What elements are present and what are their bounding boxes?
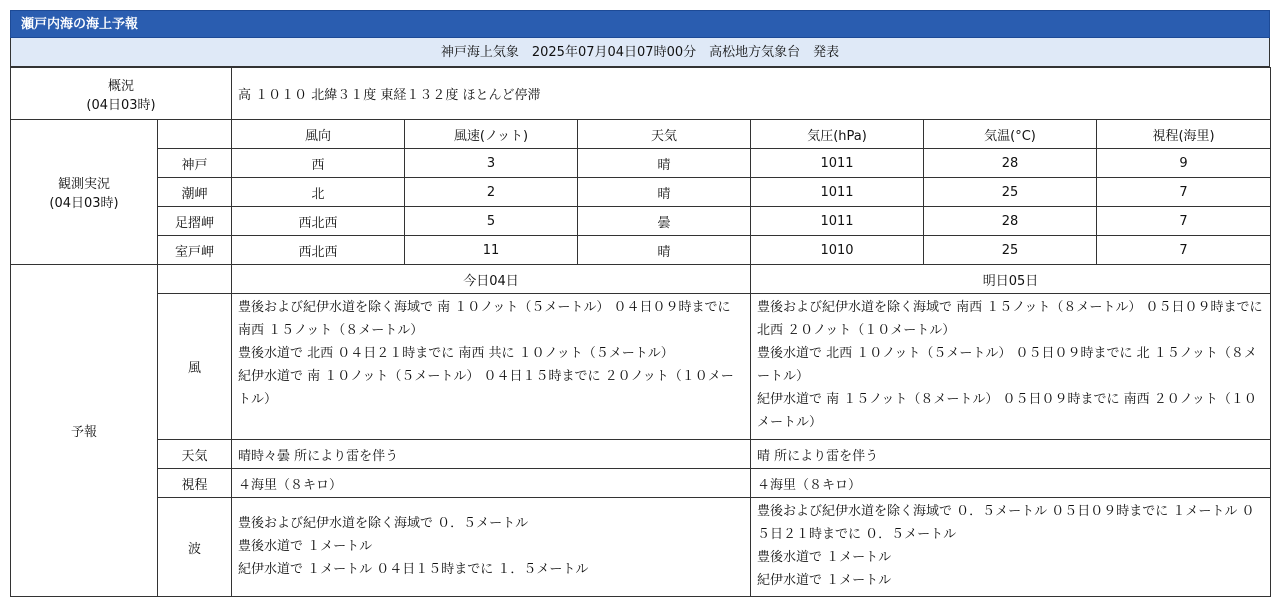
- table-cell: 1010: [751, 236, 924, 265]
- table-cell: 晴: [578, 178, 751, 207]
- table-cell: 25: [924, 236, 1097, 265]
- table-cell: 1011: [751, 178, 924, 207]
- table-row: [11, 178, 1271, 207]
- wave-label: 波: [158, 498, 232, 597]
- table-cell: 25: [924, 178, 1097, 207]
- table-row: [11, 149, 1271, 178]
- table-row: [11, 207, 1271, 236]
- station-name: 潮岬: [158, 178, 232, 207]
- wind-row: [11, 294, 1271, 440]
- station-name: 神戸: [158, 149, 232, 178]
- forecast-day-tomorrow: 明日05日: [751, 265, 1271, 294]
- table-cell: 1011: [751, 207, 924, 236]
- table-cell: 11: [405, 236, 578, 265]
- visibility-tomorrow: ４海里（８キロ）: [751, 469, 1271, 498]
- table-cell: 晴: [578, 149, 751, 178]
- panel-title: 瀬戸内海の海上予報: [10, 10, 1270, 38]
- table-cell: 西: [232, 149, 405, 178]
- forecast-label: 予報: [11, 265, 158, 597]
- weather-today: 晴時々曇 所により雷を伴う: [232, 440, 751, 469]
- column-header: 視程(海里): [1097, 120, 1271, 149]
- table-cell: 西北西: [232, 207, 405, 236]
- weather-label: 天気: [158, 440, 232, 469]
- forecast-table: [10, 67, 1271, 597]
- wind-today: 豊後および紀伊水道を除く海域で 南 １０ノット（５メートル） ０４日０９時までに 南西 １５ノット（８メートル） 豊後水道で 北西 ０４日２１時までに 南西 共に １０ノット（５メートル） 紀伊水道で 南 １０ノット（５メートル） ０４日１５時までに ２０ノット（１０メートル）: [232, 294, 751, 440]
- table-cell: 2: [405, 178, 578, 207]
- table-row: [11, 236, 1271, 265]
- weather-row: [11, 440, 1271, 469]
- visibility-label: 視程: [158, 469, 232, 498]
- table-cell: 9: [1097, 149, 1271, 178]
- summary-text: 高 １０１０ 北緯３１度 東経１３２度 ほとんど停滞: [232, 68, 1271, 120]
- table-cell: 5: [405, 207, 578, 236]
- column-header: 天気: [578, 120, 751, 149]
- station-name: 室戸岬: [158, 236, 232, 265]
- table-cell: 7: [1097, 236, 1271, 265]
- column-header: 風速(ノット): [405, 120, 578, 149]
- table-cell: 曇: [578, 207, 751, 236]
- wind-label: 風: [158, 294, 232, 440]
- table-cell: 西北西: [232, 236, 405, 265]
- issuance-header: 神戸海上気象 2025年07月04日07時00分 高松地方気象台 発表: [10, 38, 1270, 67]
- station-name: 足摺岬: [158, 207, 232, 236]
- forecast-corner: [158, 265, 232, 294]
- wind-tomorrow: 豊後および紀伊水道を除く海域で 南西 １５ノット（８メートル） ０５日０９時までに 北西 ２０ノット（１０メートル） 豊後水道で 北西 １０ノット（５メートル） ０５日０９時までに 北 １５ノット（８メートル） 紀伊水道で 南 １５ノット（８メートル） ０５日０９時までに 南西 ２０ノット（１０メートル）: [751, 294, 1271, 440]
- visibility-today: ４海里（８キロ）: [232, 469, 751, 498]
- wave-today: 豊後および紀伊水道を除く海域で ０．５メートル 豊後水道で １メートル 紀伊水道で １メートル ０４日１５時までに １．５メートル: [232, 498, 751, 597]
- observation-corner: [158, 120, 232, 149]
- table-cell: 北: [232, 178, 405, 207]
- table-cell: 1011: [751, 149, 924, 178]
- wave-tomorrow: 豊後および紀伊水道を除く海域で ０．５メートル ０５日０９時までに １メートル ０５日２１時までに ０．５メートル 豊後水道で １メートル 紀伊水道で １メートル: [751, 498, 1271, 597]
- forecast-panel: [10, 10, 1270, 597]
- column-header: 気温(°C): [924, 120, 1097, 149]
- forecast-day-today: 今日04日: [232, 265, 751, 294]
- table-cell: 3: [405, 149, 578, 178]
- observation-header-row: [11, 120, 1271, 149]
- wave-row: [11, 498, 1271, 597]
- table-cell: 晴: [578, 236, 751, 265]
- table-cell: 28: [924, 207, 1097, 236]
- forecast-header-row: [11, 265, 1271, 294]
- visibility-row: [11, 469, 1271, 498]
- table-cell: 7: [1097, 178, 1271, 207]
- summary-row: [11, 68, 1271, 120]
- weather-tomorrow: 晴 所により雷を伴う: [751, 440, 1271, 469]
- column-header: 風向: [232, 120, 405, 149]
- summary-label: 概況 (04日03時): [11, 68, 232, 120]
- observation-label: 観測実況 (04日03時): [11, 120, 158, 265]
- table-cell: 28: [924, 149, 1097, 178]
- table-cell: 7: [1097, 207, 1271, 236]
- column-header: 気圧(hPa): [751, 120, 924, 149]
